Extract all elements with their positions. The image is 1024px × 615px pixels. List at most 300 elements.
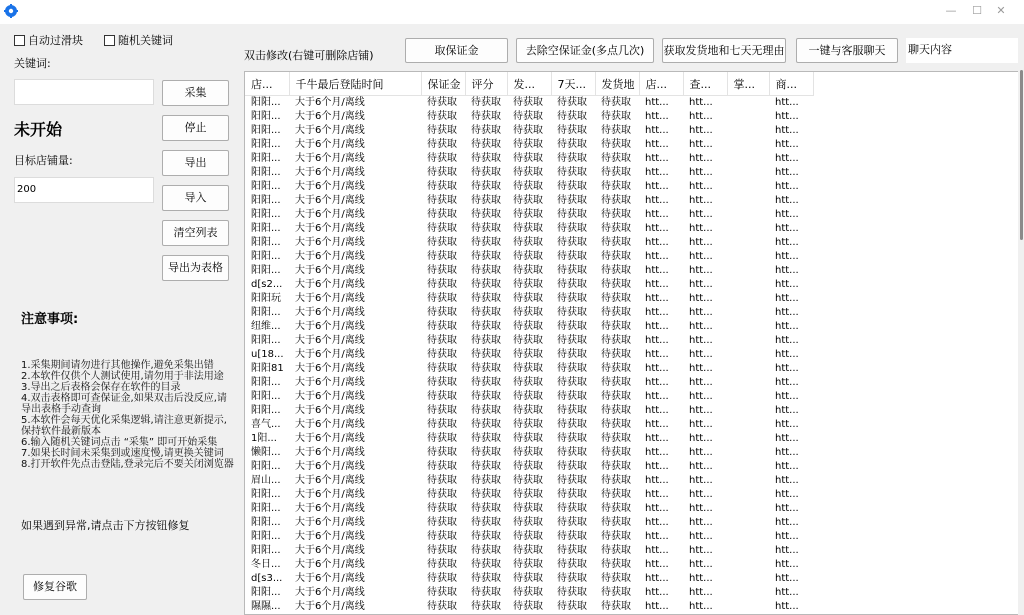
- table-cell: 待获取: [601, 391, 631, 402]
- table-cell: htt...: [645, 237, 669, 248]
- table-cell: 待获取: [471, 237, 501, 248]
- table-cell: 大于6个月/离线: [295, 349, 365, 360]
- table-cell: 阳阳...: [251, 139, 281, 150]
- table-cell: 待获取: [427, 195, 457, 206]
- table-cell: 大于6个月/离线: [295, 419, 365, 430]
- table-cell: 大于6个月/离线: [295, 223, 365, 234]
- table-cell: [727, 600, 769, 614]
- table-cell: [727, 110, 769, 124]
- table-cell: 阳阳...: [251, 405, 281, 416]
- table-cell: 待获取: [427, 237, 457, 248]
- table-cell: [727, 460, 769, 474]
- table-row[interactable]: [245, 250, 813, 264]
- table-cell: 待获取: [427, 503, 457, 514]
- column-header[interactable]: 千牛最后登陆时间: [289, 72, 421, 96]
- table-cell: 待获取: [471, 489, 501, 500]
- table-cell: 待获取: [471, 503, 501, 514]
- table-cell: 冬日...: [251, 559, 281, 570]
- table-header-row: [245, 72, 813, 96]
- table-cell: 待获取: [513, 601, 543, 612]
- table-row[interactable]: [245, 544, 813, 558]
- table-cell: htt...: [645, 195, 669, 206]
- column-header[interactable]: 7天...: [551, 72, 595, 96]
- table-cell: 待获取: [557, 419, 587, 430]
- table-cell: 待获取: [601, 587, 631, 598]
- table-cell: 阳阳...: [251, 489, 281, 500]
- table-cell: 待获取: [471, 447, 501, 458]
- table-cell: htt...: [689, 405, 713, 416]
- table-row[interactable]: [245, 110, 813, 124]
- table-row[interactable]: [245, 208, 813, 222]
- gear-app-icon: [4, 4, 18, 18]
- get-deposit-button[interactable]: 取保证金: [405, 38, 508, 63]
- table-cell: [727, 558, 769, 572]
- note-item: 2.本软件仅供个人测试使用,请勿用于非法用途: [21, 371, 224, 382]
- table-cell: 待获取: [601, 363, 631, 374]
- table-cell: 待获取: [471, 293, 501, 304]
- table-cell: htt...: [689, 447, 713, 458]
- table-cell: 待获取: [557, 517, 587, 528]
- table-cell: htt...: [689, 279, 713, 290]
- table-cell: 待获取: [601, 573, 631, 584]
- table-cell: 阳阳...: [251, 153, 281, 164]
- table-row[interactable]: [245, 530, 813, 544]
- table-cell: 待获取: [471, 517, 501, 528]
- table-cell: 待获取: [471, 531, 501, 542]
- target-count-input[interactable]: 200: [14, 177, 154, 203]
- table-row[interactable]: [245, 432, 813, 446]
- table-cell: 阳阳...: [251, 195, 281, 206]
- table-cell: 待获取: [513, 125, 543, 136]
- table-cell: 大于6个月/离线: [295, 167, 365, 178]
- maximize-button[interactable]: ☐: [972, 4, 982, 17]
- table-cell: 大于6个月/离线: [295, 97, 365, 108]
- table-cell: [727, 152, 769, 166]
- auto-slider-checkbox[interactable]: [14, 34, 83, 48]
- table-cell: 阳阳...: [251, 181, 281, 192]
- table-row[interactable]: [245, 376, 813, 390]
- table-cell: 待获取: [513, 489, 543, 500]
- edit-hint-text: 双击修改(右键可删除店铺): [244, 49, 374, 62]
- table-row[interactable]: [245, 138, 813, 152]
- table-cell: 待获取: [601, 279, 631, 290]
- table-cell: 待获取: [601, 461, 631, 472]
- table-cell: htt...: [775, 503, 799, 514]
- table-cell: 待获取: [427, 447, 457, 458]
- table-cell: 待获取: [471, 97, 501, 108]
- table-cell: 待获取: [427, 125, 457, 136]
- table-cell: [727, 516, 769, 530]
- table-cell: htt...: [775, 433, 799, 444]
- table-cell: 待获取: [513, 405, 543, 416]
- table-cell: 待获取: [513, 447, 543, 458]
- table-cell: htt...: [775, 139, 799, 150]
- table-cell: htt...: [775, 251, 799, 262]
- table-cell: htt...: [645, 167, 669, 178]
- table-cell: 待获取: [557, 111, 587, 122]
- get-ship-location-button[interactable]: 获取发货地和七天无理由: [662, 38, 786, 63]
- table-cell: 待获取: [513, 209, 543, 220]
- checkbox-box[interactable]: [104, 35, 115, 46]
- table-cell: [727, 572, 769, 586]
- table-cell: 阳阳...: [251, 307, 281, 318]
- table-row[interactable]: [245, 572, 813, 586]
- table-cell: 待获取: [601, 475, 631, 486]
- table-row[interactable]: [245, 334, 813, 348]
- table-cell: 待获取: [427, 335, 457, 346]
- table-cell: 待获取: [513, 111, 543, 122]
- table-cell: htt...: [689, 601, 713, 612]
- table-cell: 待获取: [513, 265, 543, 276]
- table-cell: htt...: [689, 391, 713, 402]
- table-cell: [727, 292, 769, 306]
- table-cell: 大于6个月/离线: [295, 447, 365, 458]
- column-header[interactable]: 查...: [683, 72, 727, 96]
- table-cell: 待获取: [557, 433, 587, 444]
- table-cell: 大于6个月/离线: [295, 475, 365, 486]
- notes-list: [21, 360, 235, 470]
- note-item: 7.如果长时间未采集到或速度慢,请更换关键词: [21, 448, 224, 459]
- table-cell: 待获取: [601, 545, 631, 556]
- table-cell: htt...: [775, 237, 799, 248]
- table-cell: 喜气...: [251, 419, 281, 430]
- table-cell: 待获取: [427, 517, 457, 528]
- table-cell: 待获取: [601, 139, 631, 150]
- table-cell: htt...: [689, 97, 713, 108]
- chat-all-button[interactable]: 一键与客服聊天: [796, 38, 898, 63]
- table-cell: htt...: [689, 349, 713, 360]
- table-row[interactable]: [245, 96, 813, 111]
- table-row[interactable]: [245, 600, 813, 614]
- chat-content-input[interactable]: 聊天内容: [906, 38, 1018, 63]
- table-cell: 大于6个月/离线: [295, 307, 365, 318]
- table-cell: 待获取: [513, 237, 543, 248]
- table-cell: 待获取: [513, 433, 543, 444]
- table-cell: [727, 418, 769, 432]
- table-cell: [727, 320, 769, 334]
- table-row[interactable]: [245, 180, 813, 194]
- column-header[interactable]: 店...: [245, 72, 289, 96]
- table-row[interactable]: [245, 194, 813, 208]
- table-cell: 大于6个月/离线: [295, 111, 365, 122]
- table-cell: 待获取: [513, 475, 543, 486]
- table-cell: htt...: [645, 223, 669, 234]
- table-cell: htt...: [689, 251, 713, 262]
- table-cell: htt...: [775, 363, 799, 374]
- table-cell: htt...: [775, 559, 799, 570]
- table-cell: htt...: [775, 349, 799, 360]
- table-cell: 待获取: [601, 321, 631, 332]
- table-cell: htt...: [689, 153, 713, 164]
- table-cell: 待获取: [513, 167, 543, 178]
- table-cell: htt...: [689, 321, 713, 332]
- table-cell: 待获取: [427, 363, 457, 374]
- table-cell: 阳阳...: [251, 223, 281, 234]
- table-cell: 大于6个月/离线: [295, 601, 365, 612]
- remove-empty-deposit-button[interactable]: 去除空保证金(多点几次): [516, 38, 654, 63]
- stop-button[interactable]: 停止: [162, 115, 229, 141]
- table-row[interactable]: [245, 460, 813, 474]
- table-cell: htt...: [689, 293, 713, 304]
- table-cell: 大于6个月/离线: [295, 461, 365, 472]
- export-table-button[interactable]: 导出为表格: [162, 255, 229, 281]
- column-header[interactable]: 发货地: [595, 72, 639, 96]
- target-count-label: 目标店铺量:: [14, 154, 73, 167]
- table-cell: 待获取: [557, 167, 587, 178]
- table-cell: htt...: [689, 461, 713, 472]
- table-cell: 待获取: [513, 419, 543, 430]
- table-cell: 大于6个月/离线: [295, 181, 365, 192]
- table-row[interactable]: [245, 362, 813, 376]
- table-cell: 待获取: [427, 181, 457, 192]
- table-cell: 大于6个月/离线: [295, 335, 365, 346]
- table-cell: 待获取: [471, 545, 501, 556]
- table-cell: 待获取: [601, 167, 631, 178]
- table-cell: 待获取: [601, 293, 631, 304]
- table-cell: 大于6个月/离线: [295, 265, 365, 276]
- table-cell: 大于6个月/离线: [295, 573, 365, 584]
- table-cell: 待获取: [601, 125, 631, 136]
- table-cell: htt...: [775, 335, 799, 346]
- column-header[interactable]: 保证金: [421, 72, 465, 96]
- table-row[interactable]: [245, 390, 813, 404]
- minimize-button[interactable]: —: [945, 4, 957, 17]
- table-cell: 待获取: [427, 419, 457, 430]
- table-cell: htt...: [689, 531, 713, 542]
- table-row[interactable]: [245, 264, 813, 278]
- table-cell: htt...: [775, 405, 799, 416]
- table-row[interactable]: [245, 348, 813, 362]
- table-cell: 大于6个月/离线: [295, 377, 365, 388]
- table-cell: htt...: [775, 265, 799, 276]
- table-cell: 待获取: [471, 195, 501, 206]
- table-cell: 阳阳...: [251, 587, 281, 598]
- table-cell: htt...: [689, 307, 713, 318]
- table-cell: htt...: [689, 363, 713, 374]
- table-cell: 待获取: [427, 307, 457, 318]
- table-row[interactable]: [245, 278, 813, 292]
- table-cell: htt...: [775, 489, 799, 500]
- table-cell: 待获取: [471, 307, 501, 318]
- column-header[interactable]: 发...: [507, 72, 551, 96]
- table-cell: 待获取: [427, 321, 457, 332]
- table-cell: 待获取: [601, 531, 631, 542]
- table-cell: htt...: [645, 335, 669, 346]
- table-cell: 待获取: [427, 461, 457, 472]
- import-button[interactable]: 导入: [162, 185, 229, 211]
- table-row[interactable]: [245, 516, 813, 530]
- table-row[interactable]: [245, 292, 813, 306]
- table-cell: htt...: [645, 447, 669, 458]
- table-cell: 待获取: [427, 153, 457, 164]
- note-item: 1.采集期间请勿进行其他操作,避免采集出错: [21, 360, 214, 371]
- table-cell: 待获取: [557, 321, 587, 332]
- table-cell: 待获取: [471, 391, 501, 402]
- table-row[interactable]: [245, 236, 813, 250]
- repair-chrome-button[interactable]: 修复谷歌: [23, 574, 87, 600]
- column-header[interactable]: 评分: [465, 72, 507, 96]
- table-cell: 待获取: [471, 153, 501, 164]
- table-row[interactable]: [245, 488, 813, 502]
- table-cell: 待获取: [513, 363, 543, 374]
- export-button[interactable]: 导出: [162, 150, 229, 176]
- table-cell: 纽维...: [251, 321, 281, 332]
- table-cell: 大于6个月/离线: [295, 587, 365, 598]
- table-cell: 待获取: [601, 237, 631, 248]
- table-cell: htt...: [645, 265, 669, 276]
- random-keyword-checkbox[interactable]: [104, 34, 173, 48]
- table-cell: htt...: [689, 111, 713, 122]
- table-cell: htt...: [775, 573, 799, 584]
- table-row[interactable]: [245, 152, 813, 166]
- table-cell: 待获取: [557, 209, 587, 220]
- table-cell: htt...: [689, 433, 713, 444]
- table-row[interactable]: [245, 404, 813, 418]
- table-cell: htt...: [645, 307, 669, 318]
- column-header[interactable]: 商...: [769, 72, 813, 96]
- table-cell: 待获取: [513, 503, 543, 514]
- note-item: 4.双击表格即可查保证金,如果双击后没反应,请导出表格手动查询: [21, 393, 227, 415]
- table-cell: 待获取: [557, 223, 587, 234]
- table-cell: 待获取: [557, 531, 587, 542]
- table-cell: 大于6个月/离线: [295, 517, 365, 528]
- table-cell: 待获取: [557, 489, 587, 500]
- table-cell: 待获取: [557, 139, 587, 150]
- close-button[interactable]: ✕: [996, 4, 1006, 17]
- table-cell: htt...: [689, 489, 713, 500]
- table-cell: htt...: [775, 223, 799, 234]
- column-header[interactable]: 店...: [639, 72, 683, 96]
- table-cell: 待获取: [427, 545, 457, 556]
- table-cell: 阳阳...: [251, 167, 281, 178]
- table-cell: 待获取: [471, 111, 501, 122]
- table-cell: htt...: [689, 265, 713, 276]
- table-row[interactable]: [245, 474, 813, 488]
- table-row[interactable]: [245, 446, 813, 460]
- table-cell: 待获取: [427, 97, 457, 108]
- table-cell: 待获取: [557, 573, 587, 584]
- table-cell: 待获取: [471, 573, 501, 584]
- table-cell: 待获取: [601, 419, 631, 430]
- table-cell: 待获取: [513, 293, 543, 304]
- table-cell: 待获取: [601, 601, 631, 612]
- shop-table[interactable]: [244, 71, 1021, 615]
- table-cell: 懒阳...: [251, 447, 281, 458]
- table-cell: htt...: [775, 517, 799, 528]
- table-cell: htt...: [645, 559, 669, 570]
- table-cell: 大于6个月/离线: [295, 139, 365, 150]
- title-bar: [0, 0, 1024, 24]
- table-cell: htt...: [689, 335, 713, 346]
- random-keyword-label: 随机关键词: [118, 34, 173, 47]
- table-cell: htt...: [645, 97, 669, 108]
- table-cell: htt...: [645, 349, 669, 360]
- table-cell: htt...: [645, 419, 669, 430]
- table-cell: htt...: [645, 321, 669, 332]
- table-cell: 大于6个月/离线: [295, 195, 365, 206]
- table-cell: [727, 530, 769, 544]
- scrollbar-thumb[interactable]: [1020, 70, 1023, 240]
- table-cell: htt...: [775, 587, 799, 598]
- table-cell: 待获取: [427, 587, 457, 598]
- table-cell: 大于6个月/离线: [295, 251, 365, 262]
- clear-list-button[interactable]: 清空列表: [162, 220, 229, 246]
- table-cell: htt...: [645, 503, 669, 514]
- table-cell: 待获取: [427, 111, 457, 122]
- table-cell: 待获取: [601, 195, 631, 206]
- table-cell: htt...: [645, 587, 669, 598]
- table-cell: htt...: [645, 489, 669, 500]
- table-cell: 待获取: [427, 293, 457, 304]
- table-row[interactable]: [245, 586, 813, 600]
- table-cell: 待获取: [513, 349, 543, 360]
- table-cell: htt...: [689, 587, 713, 598]
- table-cell: 待获取: [557, 293, 587, 304]
- table-row[interactable]: [245, 418, 813, 432]
- collect-button[interactable]: 采集: [162, 80, 229, 106]
- repair-hint: 如果遇到异常,请点击下方按钮修复: [21, 519, 190, 532]
- notes-title: 注意事项:: [21, 312, 79, 327]
- table-cell: 待获取: [471, 349, 501, 360]
- table-cell: 待获取: [471, 321, 501, 332]
- table-cell: 待获取: [471, 335, 501, 346]
- column-header[interactable]: 掌...: [727, 72, 769, 96]
- table-cell: 待获取: [513, 97, 543, 108]
- table-row[interactable]: [245, 124, 813, 138]
- table-cell: 待获取: [601, 265, 631, 276]
- table-cell: [727, 264, 769, 278]
- table-cell: htt...: [645, 461, 669, 472]
- table-row[interactable]: [245, 222, 813, 236]
- table-cell: 大于6个月/离线: [295, 279, 365, 290]
- table-cell: 待获取: [471, 265, 501, 276]
- table-row[interactable]: [245, 558, 813, 572]
- table-cell: 待获取: [601, 503, 631, 514]
- table-row[interactable]: [245, 502, 813, 516]
- table-cell: htt...: [645, 363, 669, 374]
- table-cell: htt...: [645, 405, 669, 416]
- table-cell: 待获取: [427, 279, 457, 290]
- checkbox-box[interactable]: [14, 35, 25, 46]
- table-cell: 待获取: [471, 419, 501, 430]
- table-cell: 待获取: [471, 405, 501, 416]
- table-cell: 大于6个月/离线: [295, 209, 365, 220]
- table-row[interactable]: [245, 166, 813, 180]
- table-cell: 待获取: [471, 433, 501, 444]
- table-cell: 阳阳...: [251, 503, 281, 514]
- table-cell: 阳阳...: [251, 335, 281, 346]
- table-cell: htt...: [775, 391, 799, 402]
- table-row[interactable]: [245, 306, 813, 320]
- table-row[interactable]: [245, 320, 813, 334]
- table-cell: htt...: [645, 433, 669, 444]
- table-cell: htt...: [645, 279, 669, 290]
- table-cell: htt...: [689, 573, 713, 584]
- table-cell: [727, 96, 769, 111]
- table-cell: 阳阳...: [251, 545, 281, 556]
- table-cell: 待获取: [427, 405, 457, 416]
- table-cell: 眉山...: [251, 475, 281, 486]
- table-cell: 阳阳...: [251, 251, 281, 262]
- table-cell: 待获取: [513, 335, 543, 346]
- table-cell: u[18...: [251, 349, 284, 360]
- table-cell: 待获取: [513, 223, 543, 234]
- table-cell: htt...: [645, 573, 669, 584]
- table-cell: 隰隰...: [251, 601, 281, 612]
- keyword-input[interactable]: [14, 79, 154, 105]
- table-cell: 待获取: [513, 461, 543, 472]
- table-cell: 待获取: [601, 97, 631, 108]
